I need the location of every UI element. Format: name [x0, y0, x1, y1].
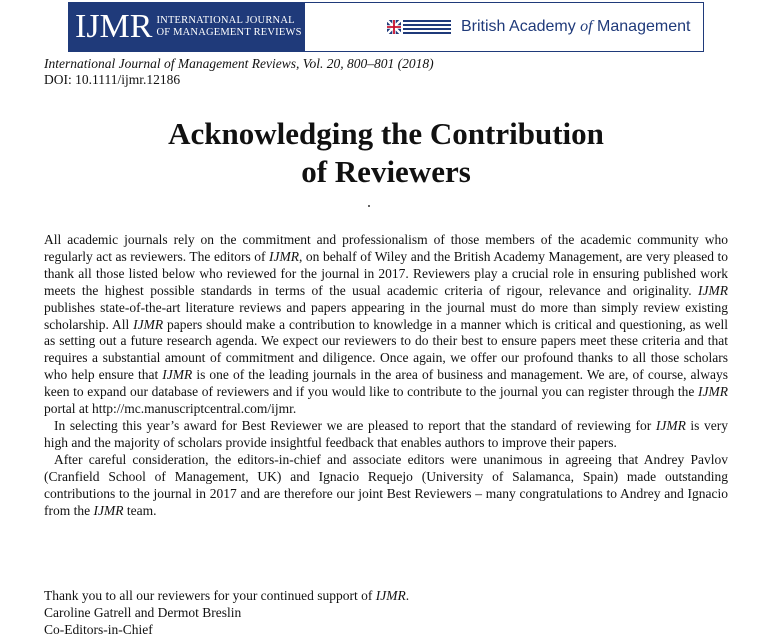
- editor-names: Caroline Gatrell and Dermot Breslin: [44, 604, 242, 620]
- article-body: [44, 232, 728, 519]
- doi-text: DOI: 10.1111/ijmr.12186: [44, 72, 181, 87]
- ijmr-logo-line2: OF MANAGEMENT REVIEWS: [156, 27, 302, 38]
- paragraph-3: After careful consideration, the editors-in-chief and associate editors were unanimous in agreeing that Andrey Pavlov (Cranfield School of Management, UK) and Ignacio Requejo (University of Salamanca, Spain) made outstanding contributions to the journal in 2017 and are therefore our joint Best Reviewers – many congratulations to Andrey and Ignacio from the IJMR team.: [44, 451, 728, 518]
- ijmr-logo-abbrev: IJMR: [75, 8, 153, 45]
- title-line-1: Acknowledging the Contribution: [168, 116, 604, 151]
- ijmr-logo-line1: INTERNATIONAL JOURNAL: [156, 15, 295, 26]
- bam-logo: [305, 3, 703, 51]
- paragraph-1: All academic journals rely on the commitment and professionalism of those members of the academic community who regularly act as reviewers. The editors of IJMR, on behalf of Wiley and the British Academy Management, are very pleased to thank all those listed below who reviewed for the journal in 2017. Reviewers play a crucial role in ensuring published work meets the highest possible standards in terms of the usual academic criteria of rigour, relevance and originality. IJMR publishes state-of-the-art literature reviews and papers appearing in the journal must do more than simply review existing scholarship. All IJMR papers should make a contribution to knowledge in a manner which is critical and questioning, as well as setting out a future research agenda. We expect our reviewers to do their best to ensure papers meet these criteria and that requires a substantial amount of commitment and diligence. Once again, we offer our profound thanks to all those scholars who help ensure that IJMR is one of the leading journals in the area of business and management. We are, of course, always keen to expand our database of reviewers and if you would like to contribute to the journal you can register through the IJMR portal at http://mc.manuscriptcentral.com/ijmr.: [44, 232, 729, 417]
- separator-dot: [368, 205, 370, 207]
- closing-block: [44, 588, 409, 639]
- journal-citation: International Journal of Management Reviews, Vol. 20, 800–801 (2018): [44, 56, 434, 71]
- editor-role: Co-Editors-in-Chief: [44, 621, 153, 637]
- title-line-2: of Reviewers: [301, 154, 471, 189]
- paragraph-2: In selecting this year’s award for Best Reviewer we are pleased to report that the standard of reviewing for IJMR is very high and the majority of scholars provide insightful feedback that enables authors to improve their papers.: [44, 417, 728, 450]
- ijmr-logo: [69, 3, 305, 51]
- bam-name: British Academy of Management: [461, 18, 691, 35]
- journal-banner: [68, 2, 704, 52]
- closing-thanks: Thank you to all our reviewers for your continued support of IJMR.: [44, 588, 410, 603]
- bam-flag-icon: [387, 20, 451, 34]
- article-title: [0, 115, 772, 191]
- ijmr-logo-subtitle: [156, 15, 301, 39]
